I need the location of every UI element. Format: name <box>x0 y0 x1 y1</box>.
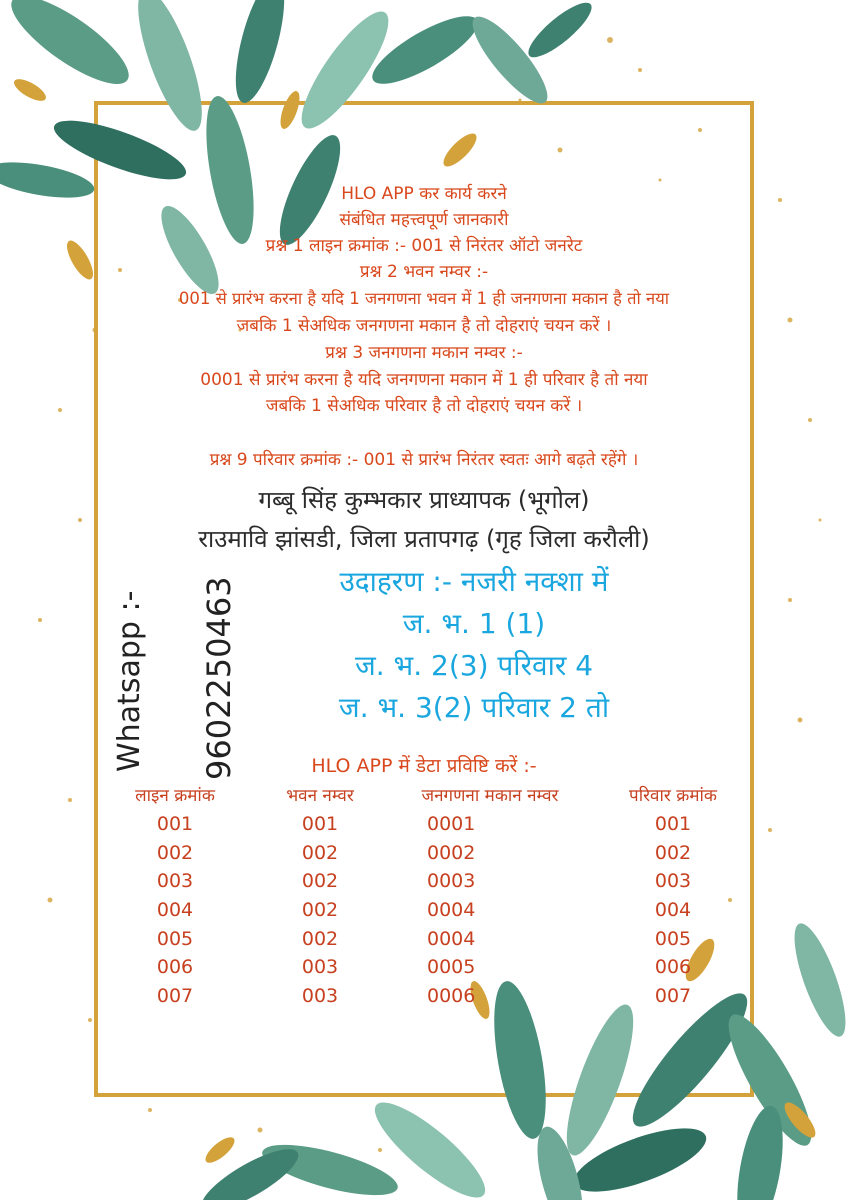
column-header: लाइन क्रमांक <box>135 786 215 806</box>
table-cell: 003 <box>654 870 692 893</box>
table-cell: 001 <box>156 813 194 835</box>
table-cell: 002 <box>654 841 692 864</box>
whatsapp-label: Whatsapp :- <box>112 590 147 772</box>
example-line-4: ज. भ. 3(2) परिवार 2 तो <box>338 691 610 724</box>
table-cell: 002 <box>301 899 339 922</box>
table-cell: 002 <box>301 870 339 893</box>
eucalyptus-leaf-icon <box>0 0 598 301</box>
intro-line-9: जबकि 1 सेअधिक परिवार है तो दोहराएं चयन करें । <box>265 396 583 416</box>
table-cell: 003 <box>301 956 339 979</box>
example-line-2: ज. भ. 1 (1) <box>402 607 546 640</box>
table-cell: 007 <box>654 985 692 1008</box>
intro-line-7: प्रश्न 3 जनगणना मकान नम्वर :- <box>325 343 523 363</box>
table-cell: 002 <box>301 841 339 864</box>
column-header: परिवार क्रमांक <box>629 786 717 806</box>
intro-line-5: 001 से प्रारंभ करना है यदि 1 जनगणना भवन में 1 ही जनगणना मकान है तो नया <box>178 289 670 308</box>
intro-line-3: प्रश्न 1 लाइन क्रमांक :- 001 से निरंतर ऑटो जनरेट <box>265 236 583 256</box>
table-cell: 0004 <box>427 899 476 922</box>
intro-line-2: संबंधित महत्त्वपूर्ण जानकारी <box>339 210 509 230</box>
column-header: भवन नम्वर <box>286 786 354 806</box>
phone-number[interactable]: 9602250463 <box>200 576 238 780</box>
example-line-3: ज. भ. 2(3) परिवार 4 <box>354 649 594 682</box>
table-cell: 0005 <box>427 956 476 979</box>
author-line-1: गब्बू सिंह कुम्भकार प्राध्यापक (भूगोल) <box>258 486 590 514</box>
table-column-line-number <box>100 783 250 1011</box>
table-cell: 0003 <box>427 870 476 893</box>
intro-line-8: 0001 से प्रारंभ करना है यदि जनगणना मकान में 1 ही परिवार है तो नया <box>200 370 648 390</box>
table-cell: 006 <box>654 956 692 979</box>
example-line-1: उदाहरण :- नजरी नक्शा में <box>339 565 609 598</box>
table-cell: 004 <box>156 899 194 922</box>
table-cell: 005 <box>654 927 692 950</box>
table-cell: 006 <box>156 956 194 979</box>
table-cell: 0002 <box>427 841 476 864</box>
intro-line-1: HLO APP कर कार्य करने <box>341 184 507 204</box>
table-column-family-number <box>598 783 748 1011</box>
table-cell: 0004 <box>427 927 476 950</box>
table-cell: 003 <box>301 985 339 1008</box>
table-cell: 0001 <box>427 813 476 835</box>
table-cell: 004 <box>654 899 692 922</box>
table-cell: 001 <box>654 813 692 835</box>
table-cell: 001 <box>301 813 339 835</box>
table-cell: 007 <box>156 985 194 1008</box>
intro-line-6: जबकि 1 सेअधिक जनगणना मकान है तो दोहराएं चयन करें । <box>236 316 612 336</box>
table-column-census-house-number <box>375 783 605 1011</box>
table-cell: 003 <box>156 870 194 893</box>
table-cell: 002 <box>301 927 339 950</box>
table-cell: 0006 <box>427 985 476 1008</box>
table-title: HLO APP में डेटा प्रविष्टि करें :- <box>311 755 537 777</box>
intro-line-4: प्रश्न 2 भवन नम्वर :- <box>359 262 489 282</box>
table-cell: 005 <box>156 927 194 950</box>
intro-line-10: प्रश्न 9 परिवार क्रमांक :- 001 से प्रारंभ निरंतर स्वतः आगे बढ़ते रहेंगे । <box>209 450 639 470</box>
column-header: जनगणना मकान नम्वर <box>421 786 559 806</box>
table-cell: 002 <box>156 841 194 864</box>
author-line-2: राउमावि झांसडी, जिला प्रतापगढ़ (गृह जिला करौली) <box>198 525 650 553</box>
